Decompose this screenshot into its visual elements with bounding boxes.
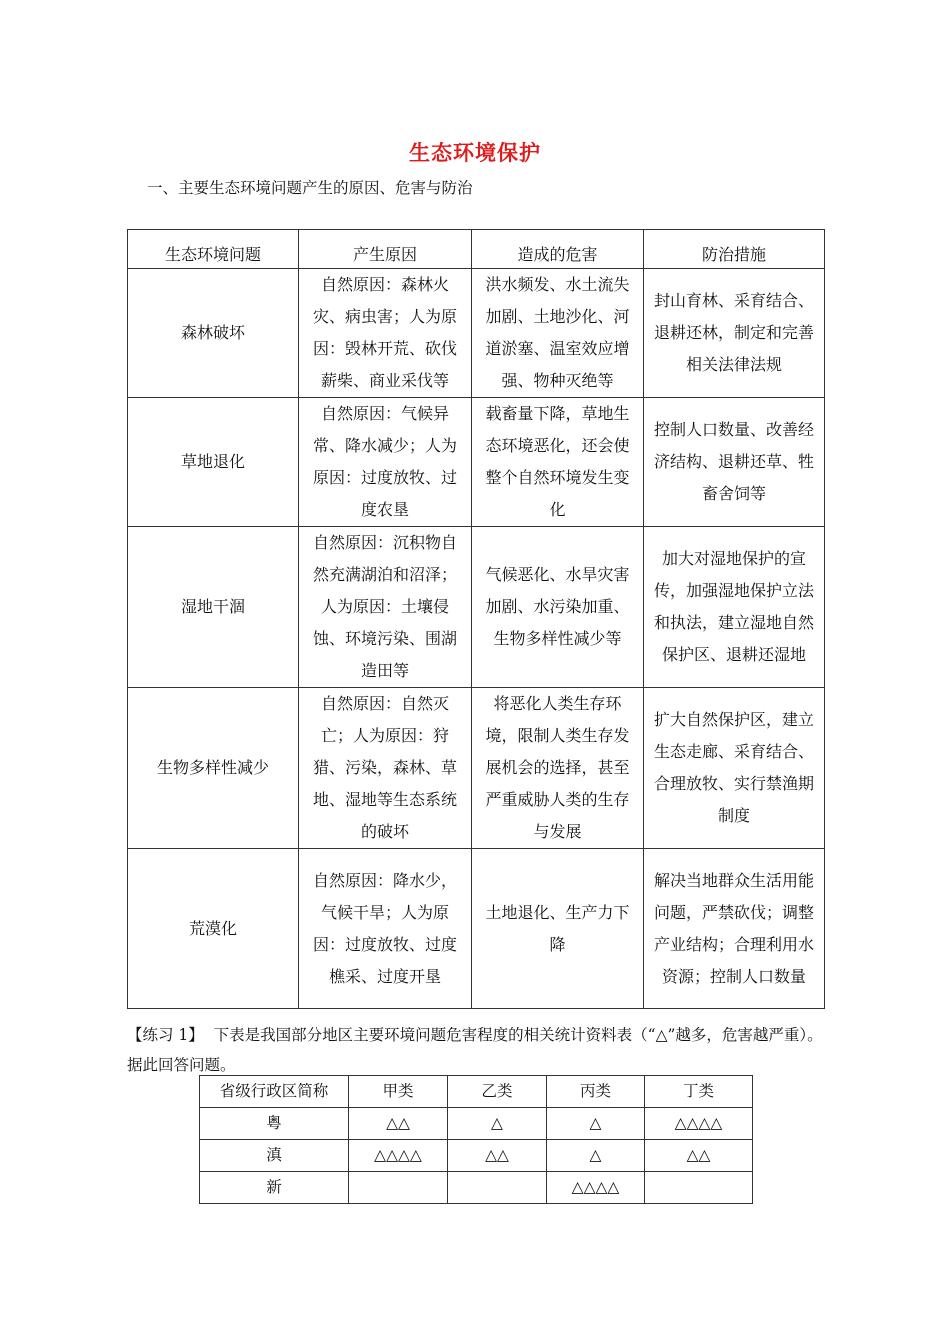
region-cell: 粤 — [200, 1108, 349, 1140]
table-row — [128, 269, 825, 398]
region-cell: 滇 — [200, 1140, 349, 1172]
measure-cell: 加大对湿地保护的宣传，加强湿地保护立法和执法，建立湿地自然保护区、退耕还湿地 — [644, 527, 825, 688]
table-header-row — [128, 230, 825, 269]
level-cell: △ — [547, 1140, 645, 1172]
header-cell: 造成的危害 — [472, 230, 644, 269]
problem-cell: 草地退化 — [128, 398, 299, 527]
table-row — [128, 688, 825, 849]
cause-cell: 自然原因：沉积物自然充满湖泊和沼泽；人为原因：土壤侵蚀、环境污染、围湖造田等 — [299, 527, 472, 688]
practice-question — [127, 1020, 824, 1080]
problem-cell: 森林破坏 — [128, 269, 299, 398]
region-cell: 新 — [200, 1172, 349, 1204]
level-cell — [349, 1172, 448, 1204]
eco-problems-table — [127, 229, 825, 1009]
measure-cell: 控制人口数量、改善经济结构、退耕还草、牲畜舍饲等 — [644, 398, 825, 527]
level-cell: △△△△ — [349, 1140, 448, 1172]
header-cell: 产生原因 — [299, 230, 472, 269]
level-cell: △△ — [645, 1140, 753, 1172]
level-cell: △△ — [349, 1108, 448, 1140]
header-cell: 防治措施 — [644, 230, 825, 269]
harm-cell: 土地退化、生产力下降 — [472, 849, 644, 1009]
header-cell: 省级行政区简称 — [200, 1076, 349, 1108]
harm-cell: 洪水频发、水土流失加剧、土地沙化、河道淤塞、温室效应增强、物种灭绝等 — [472, 269, 644, 398]
level-cell: △△△△ — [547, 1172, 645, 1204]
problem-cell: 湿地干涸 — [128, 527, 299, 688]
cause-cell: 自然原因：自然灭亡；人为原因：狩猎、污染，森林、草地、湿地等生态系统的破坏 — [299, 688, 472, 849]
table-row — [200, 1108, 753, 1140]
hazard-level-table — [199, 1075, 753, 1204]
measure-cell: 解决当地群众生活用能问题，严禁砍伐；调整产业结构；合理利用水资源；控制人口数量 — [644, 849, 825, 1009]
table-row — [200, 1140, 753, 1172]
header-cell: 丁类 — [645, 1076, 753, 1108]
level-cell: △ — [448, 1108, 547, 1140]
cause-cell: 自然原因：气候异常、降水减少；人为原因：过度放牧、过度农垦 — [299, 398, 472, 527]
harm-cell: 载畜量下降，草地生态环境恶化，还会使整个自然环境发生变化 — [472, 398, 644, 527]
table-row — [128, 527, 825, 688]
header-cell: 乙类 — [448, 1076, 547, 1108]
header-cell: 丙类 — [547, 1076, 645, 1108]
harm-cell: 气候恶化、水旱灾害加剧、水污染加重、生物多样性减少等 — [472, 527, 644, 688]
practice-label: 【练习 1】 — [127, 1026, 204, 1044]
practice-text: 下表是我国部分地区主要环境问题危害程度的相关统计资料表（“△”越多，危害越严重）。据此回答问题。 — [127, 1026, 823, 1074]
measure-cell: 封山育林、采育结合、退耕还林，制定和完善相关法律法规 — [644, 269, 825, 398]
table-row — [128, 849, 825, 1009]
section-heading: 一、主要生态环境问题产生的原因、危害与防治 — [147, 179, 473, 197]
table-row — [128, 398, 825, 527]
level-cell — [448, 1172, 547, 1204]
problem-cell: 荒漠化 — [128, 849, 299, 1009]
measure-cell: 扩大自然保护区，建立生态走廊、采育结合、合理放牧、实行禁渔期制度 — [644, 688, 825, 849]
header-cell: 甲类 — [349, 1076, 448, 1108]
harm-cell: 将恶化人类生存环境，限制人类生存发展机会的选择，甚至严重威胁人类的生存与发展 — [472, 688, 644, 849]
level-cell: △△△△ — [645, 1108, 753, 1140]
table-header-row — [200, 1076, 753, 1108]
page-title: 生态环境保护 — [409, 140, 541, 165]
level-cell — [645, 1172, 753, 1204]
level-cell: △ — [547, 1108, 645, 1140]
cause-cell: 自然原因：降水少，气候干旱；人为原因：过度放牧、过度樵采、过度开垦 — [299, 849, 472, 1009]
header-cell: 生态环境问题 — [128, 230, 299, 269]
table-row — [200, 1172, 753, 1204]
problem-cell: 生物多样性减少 — [128, 688, 299, 849]
cause-cell: 自然原因：森林火灾、病虫害；人为原因：毁林开荒、砍伐薪柴、商业采伐等 — [299, 269, 472, 398]
level-cell: △△ — [448, 1140, 547, 1172]
